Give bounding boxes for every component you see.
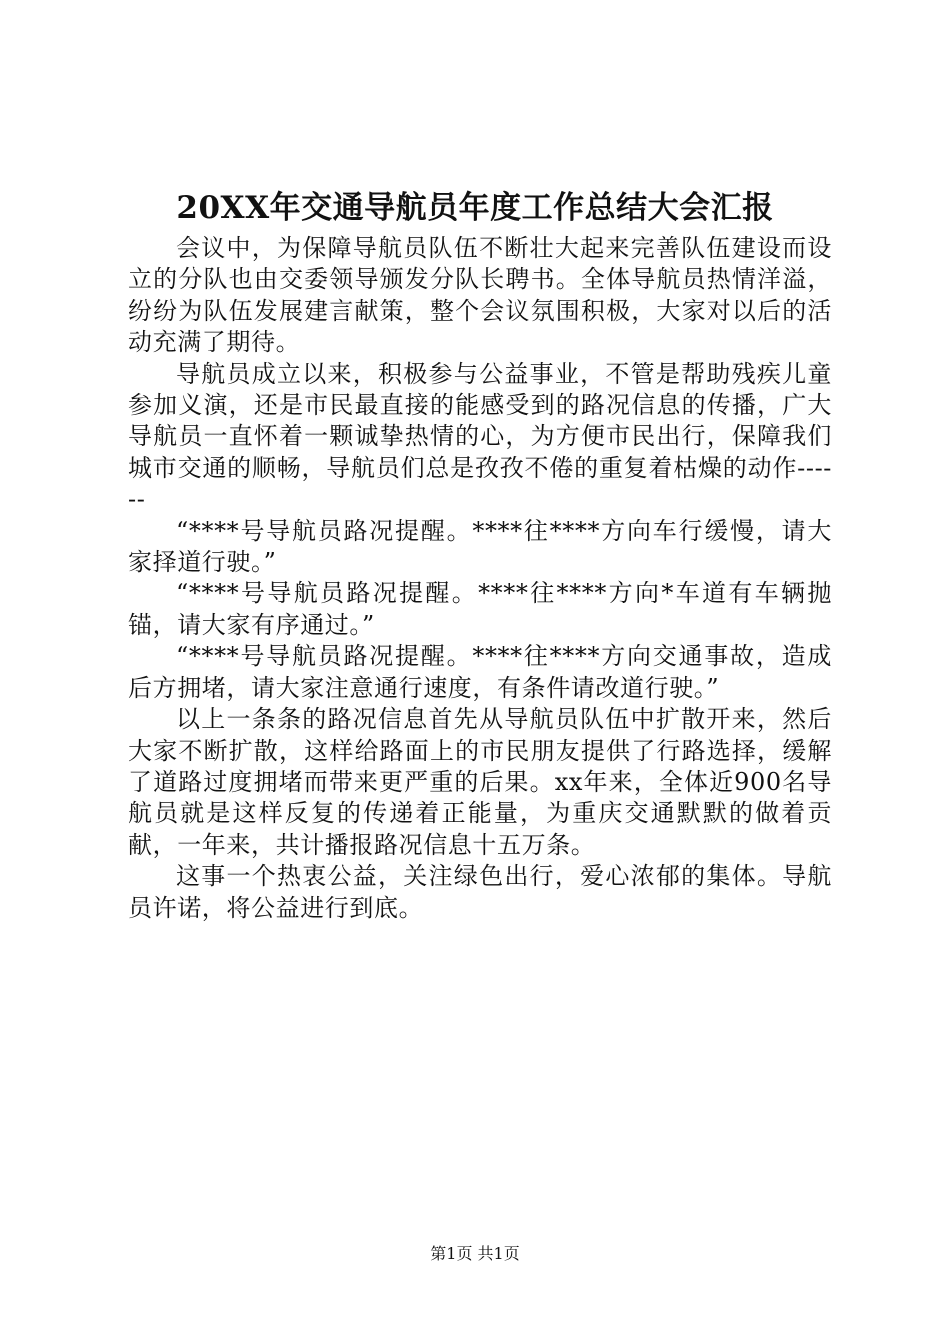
paragraph-alert-accident: “****号导航员路况提醒。****往****方向交通事故，造成后方拥堵，请大家注意通行速度，有条件请改道行驶。” (128, 642, 832, 702)
paragraph-alert-slow: “****号导航员路况提醒。****往****方向车行缓慢，请大家择道行驶。” (128, 516, 832, 577)
paragraph-alert-breakdown: “****号导航员路况提醒。****往****方向*车道有车辆抛锚，请大家有序通过。” (128, 579, 832, 639)
paragraph-conclusion: 这事一个热衷公益，关注绿色出行，爱心浓郁的集体。导航员许诺，将公益进行到底。 (128, 862, 832, 922)
document-body (128, 233, 832, 924)
page-number-footer: 第1页 共1页 (430, 1244, 520, 1263)
paragraph-impact: 以上一条条的路况信息首先从导航员队伍中扩散开来，然后大家不断扩散，这样给路面上的市民朋友提供了行路选择，缓解了道路过度拥堵而带来更严重的后果。xx年来，全体近900名导航员就是这样反复的传递着正能量，为重庆交通默默的做着贡献，一年来，共计播报路况信息十五万条。 (128, 705, 832, 859)
paragraph-history: 导航员成立以来，积极参与公益事业，不管是帮助残疾儿童参加义演，还是市民最直接的能感受到的路况信息的传播，广大导航员一直怀着一颗诚挚热情的心，为方便市民出行，保障我们城市交通的顺畅，导航员们总是孜孜不倦的重复着枯燥的动作------ (128, 359, 832, 514)
document-title: 20XX年交通导航员年度工作总结大会汇报 (176, 190, 774, 226)
paragraph-meeting: 会议中，为保障导航员队伍不断壮大起来完善队伍建设而设立的分队也由交委领导颁发分队长聘书。全体导航员热情洋溢，纷纷为队伍发展建言献策，整个会议氛围积极，大家对以后的活动充满了期待。 (128, 234, 832, 357)
